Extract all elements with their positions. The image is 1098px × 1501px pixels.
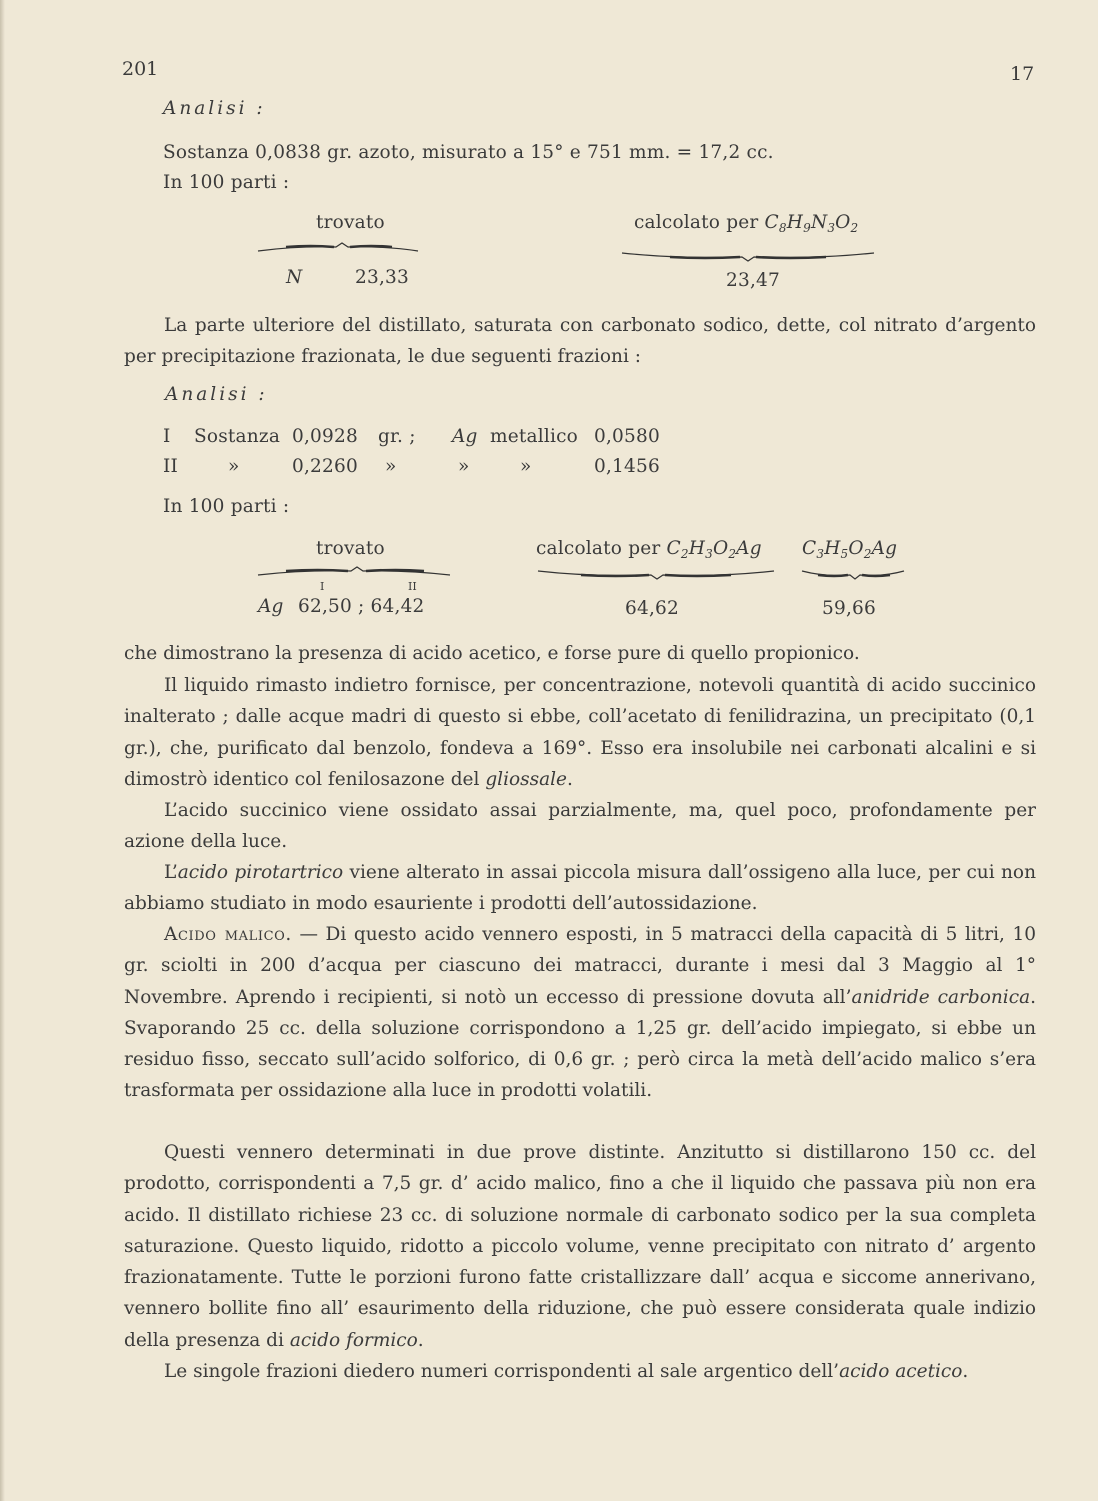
roman-i: I	[320, 580, 325, 593]
row1-ag: Ag	[452, 426, 478, 447]
row-found-ag: 62,50 ; 64,42	[298, 596, 425, 617]
paragraph-prove-distinte: Questi vennero determinati in due prove distinte. Anzitutto si distillarono 150 cc. del prodotto, corrispondenti a 7,5 gr. d’ acido malico, fino a che il liquido che passava più non era acido. Il distillato richiese 23 cc. di soluzione normale di carbonato sodico per la sua completa saturazione. Questo liquido, ridotto a piccolo volume, venne precipitato con nitrato d’ argento frazionatamente. Tutte le porzioni furono fatte cristallizzare dall’ acqua e siccome annerivano, vennero bollite fino all’ esaurimento della riduzione, che può essere considerata quale indizio della presenza di acido formico.	[124, 1142, 1036, 1351]
row1-metal: metallico	[490, 426, 579, 447]
calc-text-1: calcolato per	[634, 212, 759, 233]
row-symbol-ag: Ag	[258, 596, 284, 617]
row-calc-ag-1: 64,62	[625, 598, 679, 619]
row-symbol-n: N	[286, 267, 303, 288]
formula-c3h5o2ag: $C_3H_5O_2Ag$	[802, 538, 898, 561]
roman-ii: II	[408, 580, 417, 593]
calc-label-1	[634, 212, 858, 235]
row1-unit: gr. ;	[378, 426, 416, 447]
paragraph-frazioni: Le singole frazioni diedero numeri corrispondenti al sale argentico dell’acido acetico.	[164, 1361, 969, 1382]
brace-calcolato-2	[536, 568, 776, 580]
paragraph-acido-malico: Acido malico. — Di questo acido vennero esposti, in 5 matracci della capacità di 5 litri, 10 gr. sciolti in 200 d’acqua per ciascuno dei matracci, durante i mesi dal 3 Maggio al 1° Novembre. Aprendo i recipienti, si notò un eccesso di pressione dovuta all’anidride carbonica. Svaporando 25 cc. della soluzione corrispondono a 1,25 gr. dell’acido impiegato, si ebbe un residuo fisso, seccato sull’acido solforico, di 0,6 gr. ; però circa la metà dell’acido malico s’era trasformata per ossidazione alla luce in prodotti volatili.	[124, 924, 1036, 1102]
analisi2-parts: In 100 parti :	[163, 496, 290, 517]
paragraph-liquido: Il liquido rimasto indietro fornisce, per concentrazione, notevoli quantità di acido succinico inalterato ; dalle acque madri di questo si ebbe, coll’acetato di fenilidrazina, un precipitato (0,1 gr.), che, purificato dal benzolo, fondeva a 169°. Esso era insolubile nei carbonati alcalini e si dimostrò identico col fenilosazone del gliossale.	[124, 675, 1036, 790]
page-number-left: 201	[122, 58, 159, 80]
row1-label: Sostanza	[194, 426, 281, 447]
paragraph-pirotartrico: L’acido pirotartrico viene alterato in assai piccola misura dall’ossigeno alla luce, per cui non abbiamo studiato in modo esauriente i prodotti dell’autossidazione.	[124, 862, 1036, 915]
row2-ditto-4: »	[520, 456, 532, 477]
paragraph-dimostrano: che dimostrano la presenza di acido acetico, e forse pure di quello propionico.	[124, 643, 860, 664]
page-edge-shadow	[0, 0, 5, 1501]
calc-label-2	[536, 538, 762, 561]
page-number-right: 17	[1010, 63, 1035, 85]
paragraph-distillato: La parte ulteriore del distillato, saturata con carbonato sodico, dette, col nitrato d’argento per precipitazione frazionata, le due seguenti frazioni :	[124, 315, 1036, 368]
calc-text-2: calcolato per	[536, 538, 661, 559]
row-calc-n: 23,47	[726, 270, 780, 291]
row2-metal-value: 0,1456	[594, 456, 660, 477]
row1-metal-value: 0,0580	[594, 426, 660, 447]
formula-c8h9n3o2: $C_8H_9N_3O_2$	[764, 212, 859, 235]
formula-c2h3o2ag: $C_2H_3O_2Ag$	[666, 538, 762, 561]
brace-trovato-1	[256, 242, 420, 254]
brace-trovato-2	[256, 566, 452, 578]
row1-value: 0,0928	[292, 426, 358, 447]
row1-num: I	[163, 426, 171, 447]
row2-num: II	[163, 456, 179, 477]
brace-c3h5o2ag	[800, 568, 906, 580]
trovato-label-1: trovato	[316, 212, 385, 233]
analisi-heading-2: Analisi :	[165, 384, 268, 405]
analisi-heading-1: Analisi :	[163, 98, 266, 119]
trovato-label-2: trovato	[316, 538, 385, 559]
row2-ditto-2: »	[385, 456, 397, 477]
row-found-n: 23,33	[355, 267, 409, 288]
paragraph-succinico: L’acido succinico viene ossidato assai parzialmente, ma, quel poco, profondamente per azione della luce.	[124, 800, 1036, 853]
row2-ditto-1: »	[228, 456, 240, 477]
row2-value: 0,2260	[292, 456, 358, 477]
row-calc-ag-2: 59,66	[822, 598, 876, 619]
brace-calcolato-1	[620, 250, 876, 262]
row2-ditto-3: »	[458, 456, 470, 477]
analisi1-line2: In 100 parti :	[163, 172, 290, 193]
analisi1-line1: Sostanza 0,0838 gr. azoto, misurato a 15° e 751 mm. = 17,2 cc.	[163, 142, 774, 163]
section-title-acido-malico: Acido malico.	[164, 924, 292, 945]
